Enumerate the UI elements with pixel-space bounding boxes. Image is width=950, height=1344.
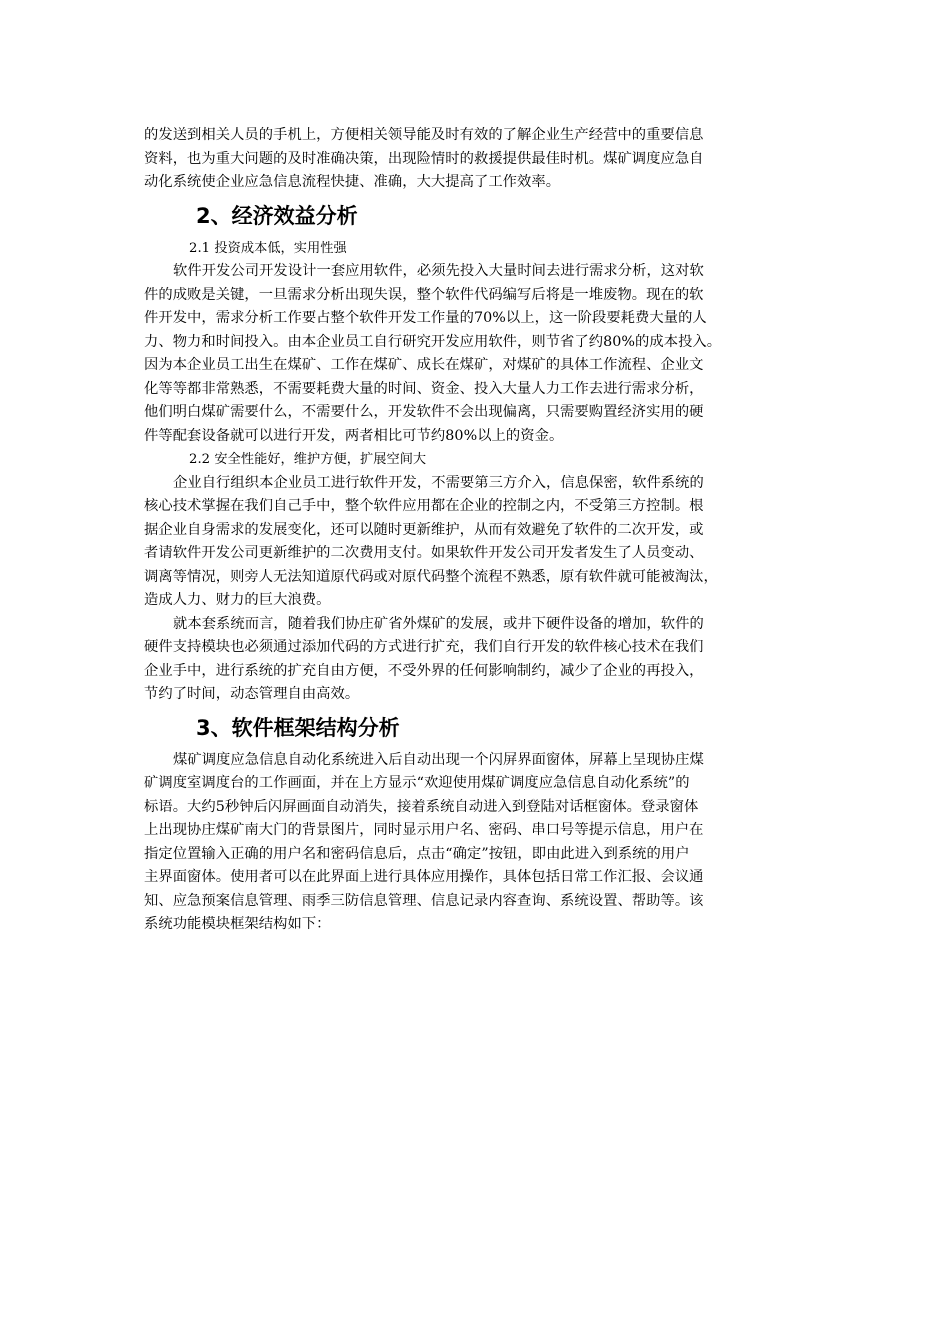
paragraph-2-2b xyxy=(144,613,808,707)
subheading-2-1: 2.1 投资成本低，实用性强 xyxy=(189,240,347,256)
text-line: 化等等都非常熟悉，不需要耗费大量的时间、资金、投入大量人力工作去进行需求分析， xyxy=(144,380,704,397)
text-line: 的发送到相关人员的手机上，方便相关领导能及时有效的了解企业生产经营中的重要信息 xyxy=(144,127,704,143)
text-line: 因为本企业员工出生在煤矿、工作在煤矿、成长在煤矿，对煤矿的具体工作流程、企业文 xyxy=(144,357,704,373)
section-heading-2: 2、经济效益分析 xyxy=(196,203,358,228)
text-line: 企业自行组织本企业员工进行软件开发，不需要第三方介入，信息保密，软件系统的 xyxy=(173,474,704,491)
paragraph-2-2a xyxy=(144,472,808,613)
text-line: 调离等情况，则旁人无法知道原代码或对原代码整个流程不熟悉，原有软件就可能被淘汰， xyxy=(144,568,718,585)
text-line: 件等配套设备就可以进行开发，两者相比可节约80%以上的资金。 xyxy=(144,427,564,444)
text-line: 标语。大约5秒钟后闪屏画面自动消失，接着系统自动进入到登陆对话框窗体。登录窗体 xyxy=(144,798,699,815)
section-heading-3: 3、软件框架结构分析 xyxy=(196,715,400,740)
text-line: 知、应急预案信息管理、雨季三防信息管理、信息记录内容查询、系统设置、帮助等。该 xyxy=(144,892,704,909)
intro-paragraph xyxy=(144,124,808,195)
text-line: 动化系统使企业应急信息流程快捷、准确，大大提高了工作效率。 xyxy=(144,174,561,190)
text-line: 矿调度室调度台的工作画面，并在上方显示“欢迎使用煤矿调度应急信息自动化系统”的 xyxy=(144,775,690,791)
text-line: 资料，也为重大问题的及时准确决策，出现险情时的救援提供最佳时机。煤矿调度应急自 xyxy=(144,150,704,167)
text-line: 力、物力和时间投入。由本企业员工自行研究开发应用软件，则节省了约80%的成本投入。 xyxy=(144,333,722,350)
subheading-2-2: 2.2 安全性能好，维护方便，扩展空间大 xyxy=(189,452,427,467)
text-line: 核心技术掌握在我们自己手中，整个软件应用都在企业的控制之内，不受第三方控制。根 xyxy=(144,498,704,514)
text-line: 硬件支持模块也必须通过添加代码的方式进行扩充，我们自行开发的软件核心技术在我们 xyxy=(144,639,704,655)
text-line: 节约了时间，动态管理自由高效。 xyxy=(144,686,360,702)
text-line: 企业手中，进行系统的扩充自由方便，不受外界的任何影响制约，减少了企业的再投入， xyxy=(144,662,704,679)
text-line: 煤矿调度应急信息自动化系统进入后自动出现一个闪屏界面窗体，屏幕上呈现协庄煤 xyxy=(173,751,704,768)
text-line: 主界面窗体。使用者可以在此界面上进行具体应用操作，具体包括日常工作汇报、会议通 xyxy=(144,869,704,885)
paragraph-3 xyxy=(144,749,808,937)
text-line: 件的成败是关键，一旦需求分析出现失误，整个软件代码编写后将是一堆废物。现在的软 xyxy=(144,286,704,303)
text-line: 软件开发公司开发设计一套应用软件，必须先投入大量时间去进行需求分析，这对软 xyxy=(173,263,704,279)
text-line: 者请软件开发公司更新维护的二次费用支付。如果软件开发公司开发者发生了人员变动、 xyxy=(144,545,704,561)
document-body xyxy=(144,124,808,937)
text-line: 指定位置输入正确的用户名和密码信息后，点击“确定”按钮，即由此进入到系统的用户 xyxy=(144,845,690,862)
paragraph-2-1 xyxy=(144,260,808,448)
text-line: 系统功能模块框架结构如下： xyxy=(144,916,331,932)
text-line: 据企业自身需求的发展变化，还可以随时更新维护，从而有效避免了软件的二次开发，或 xyxy=(144,521,704,538)
text-line: 造成人力、财力的巨大浪费。 xyxy=(144,592,331,608)
text-line: 件开发中，需求分析工作要占整个软件开发工作量的70%以上，这一阶段要耗费大量的人 xyxy=(144,310,707,326)
text-line: 就本套系统而言，随着我们协庄矿省外煤矿的发展，或井下硬件设备的增加，软件的 xyxy=(173,615,704,632)
text-line: 他们明白煤矿需要什么，不需要什么，开发软件不会出现偏离，只需要购置经济实用的硬 xyxy=(144,404,704,420)
text-line: 上出现协庄煤矿南大门的背景图片，同时显示用户名、密码、串口号等提示信息，用户在 xyxy=(144,822,704,838)
